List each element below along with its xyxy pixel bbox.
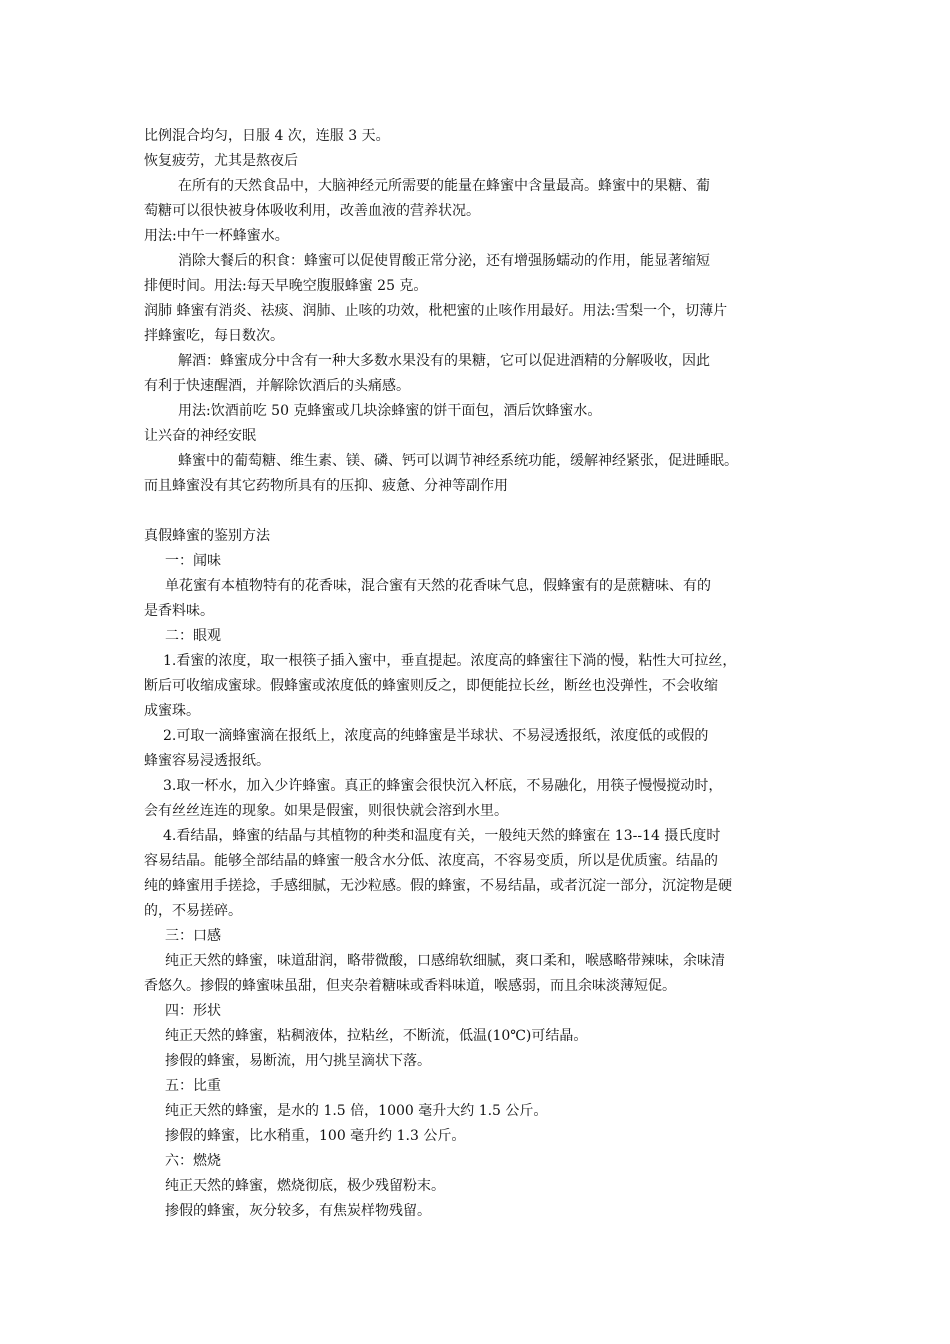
text-line: 容易结晶。能够全部结晶的蜂蜜一般含水分低、浓度高，不容易变质，所以是优质蜜。结晶的 <box>144 853 718 869</box>
text-line: 掺假的蜂蜜，比水稍重，100 毫升约 1.3 公斤。 <box>165 1128 466 1144</box>
text-line: 纯正天然的蜂蜜，味道甜润，略带微酸，口感绵软细腻，爽口柔和，喉感略带辣味，余味清 <box>165 953 725 969</box>
text-line: 蜂蜜中的葡萄糖、维生素、镁、磷、钙可以调节神经系统功能，缓解神经紧张，促进睡眠。 <box>178 453 738 469</box>
text-line: 的，不易搓碎。 <box>144 903 242 919</box>
subheading-density: 五：比重 <box>165 1078 221 1094</box>
text-line: 单花蜜有本植物特有的花香味，混合蜜有天然的花香味气息，假蜂蜜有的是蔗糖味、有的 <box>165 578 711 594</box>
text-line: 掺假的蜂蜜，易断流，用勺挑呈滴状下落。 <box>165 1053 431 1069</box>
section-heading-identification: 真假蜂蜜的鉴别方法 <box>144 528 270 544</box>
text-line: 纯正天然的蜂蜜，燃烧彻底，极少残留粉末。 <box>165 1178 445 1194</box>
document-page <box>144 124 810 1224</box>
text-line: 消除大餐后的积食：蜂蜜可以促使胃酸正常分泌，还有增强肠蠕动的作用，能显著缩短 <box>178 253 710 269</box>
text-line: 4.看结晶，蜂蜜的结晶与其植物的种类和温度有关，一般纯天然的蜂蜜在 13--14 摄氏度时 <box>163 828 721 844</box>
text-line: 纯正天然的蜂蜜，粘稠液体，拉粘丝，不断流，低温(10℃)可结晶。 <box>165 1028 588 1044</box>
text-line: 蜂蜜容易浸透报纸。 <box>144 753 270 769</box>
text-line: 3.取一杯水，加入少许蜂蜜。真正的蜂蜜会很快沉入杯底，不易融化，用筷子慢慢搅动时， <box>163 778 723 794</box>
text-line: 是香料味。 <box>144 603 214 619</box>
section-heading-recovery: 恢复疲劳，尤其是熬夜后 <box>144 153 298 169</box>
text-line: 而且蜂蜜没有其它药物所具有的压抑、疲惫、分神等副作用 <box>144 478 508 494</box>
text-line: 润肺 蜂蜜有消炎、祛痰、润肺、止咳的功效，枇杷蜜的止咳作用最好。用法:雪梨一个，切薄片 <box>144 303 728 319</box>
text-line: 解酒：蜂蜜成分中含有一种大多数水果没有的果糖，它可以促进酒精的分解吸收，因此 <box>178 353 710 369</box>
text-line: 会有丝丝连连的现象。如果是假蜜，则很快就会溶到水里。 <box>144 803 508 819</box>
text-line: 掺假的蜂蜜，灰分较多，有焦炭样物残留。 <box>165 1203 431 1219</box>
text-line: 纯的蜂蜜用手搓捻，手感细腻，无沙粒感。假的蜂蜜，不易结晶，或者沉淀一部分，沉淀物是硬 <box>144 878 732 894</box>
subheading-shape: 四：形状 <box>165 1003 221 1019</box>
text-line: 萄糖可以很快被身体吸收利用，改善血液的营养状况。 <box>144 203 480 219</box>
subheading-smell: 一：闻味 <box>165 553 221 569</box>
text-line: 比例混合均匀，日服 4 次，连服 3 天。 <box>144 128 390 144</box>
text-line: 用法:中午一杯蜂蜜水。 <box>144 228 289 244</box>
text-line: 有利于快速醒酒，并解除饮酒后的头痛感。 <box>144 378 410 394</box>
subheading-burning: 六：燃烧 <box>165 1153 221 1169</box>
text-line: 成蜜珠。 <box>144 703 200 719</box>
text-line: 香悠久。掺假的蜂蜜味虽甜，但夹杂着糖味或香料味道，喉感弱，而且余味淡薄短促。 <box>144 978 676 994</box>
blank-line <box>144 499 810 524</box>
text-line: 纯正天然的蜂蜜，是水的 1.5 倍，1000 毫升大约 1.5 公斤。 <box>165 1103 548 1119</box>
text-line: 排便时间。用法:每天早晚空腹服蜂蜜 25 克。 <box>144 278 428 294</box>
subheading-taste: 三：口感 <box>165 928 221 944</box>
subheading-observe: 二：眼观 <box>165 628 221 644</box>
text-line: 在所有的天然食品中，大脑神经元所需要的能量在蜂蜜中含量最高。蜂蜜中的果糖、葡 <box>178 178 710 194</box>
text-line: 用法:饮酒前吃 50 克蜂蜜或几块涂蜂蜜的饼干面包，酒后饮蜂蜜水。 <box>178 403 602 419</box>
text-line: 拌蜂蜜吃，每日数次。 <box>144 328 284 344</box>
text-line: 1.看蜜的浓度，取一根筷子插入蜜中，垂直提起。浓度高的蜂蜜往下淌的慢，粘性大可拉丝， <box>163 653 737 669</box>
text-line: 断后可收缩成蜜球。假蜂蜜或浓度低的蜂蜜则反之，即便能拉长丝，断丝也没弹性，不会收缩 <box>144 678 718 694</box>
section-heading-sleep: 让兴奋的神经安眠 <box>144 428 256 444</box>
text-line: 2.可取一滴蜂蜜滴在报纸上，浓度高的纯蜂蜜是半球状、不易浸透报纸，浓度低的或假的 <box>163 728 709 744</box>
